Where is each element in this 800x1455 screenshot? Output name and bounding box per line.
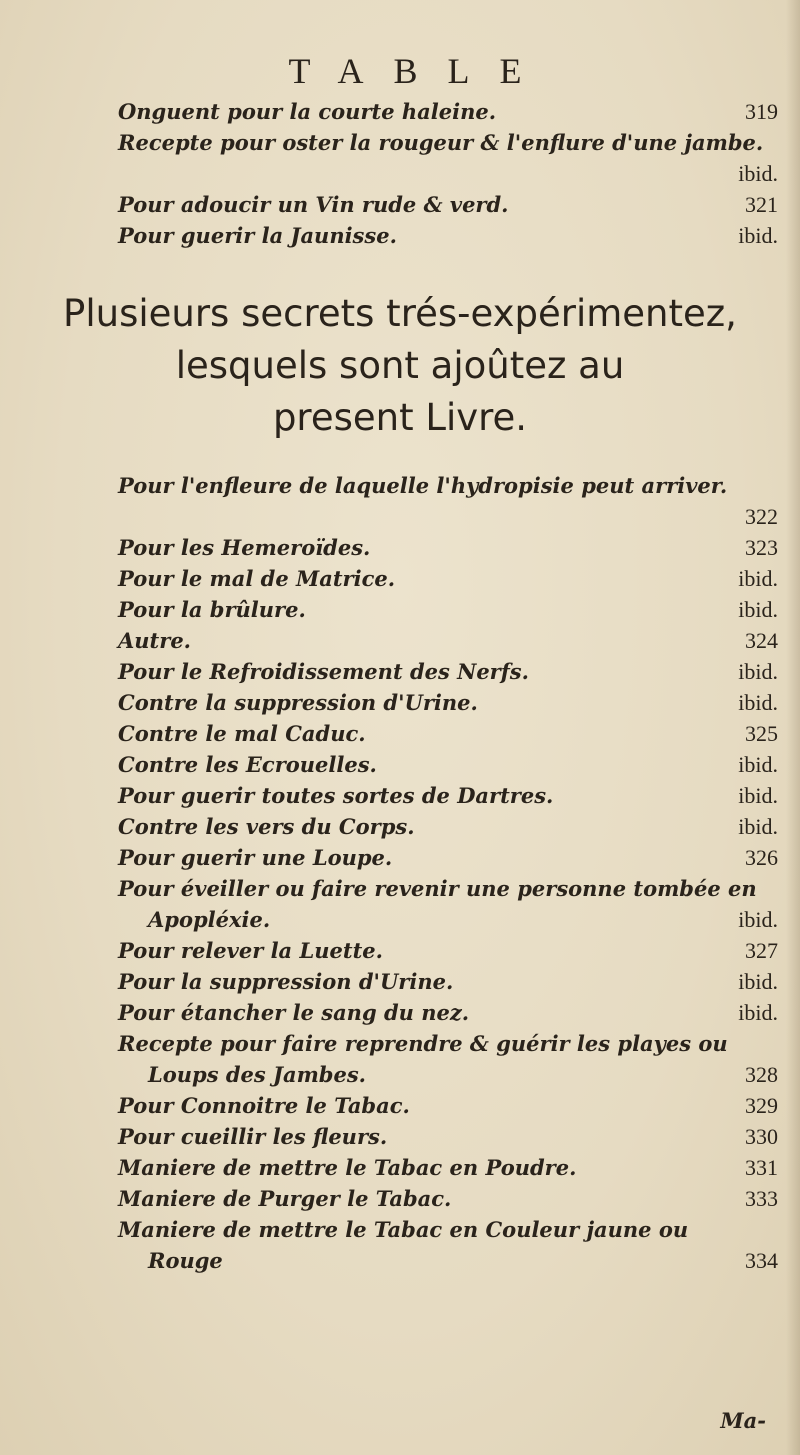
toc-entry: [118, 470, 778, 532]
toc-entry: [118, 1090, 778, 1121]
toc-entry: [118, 935, 778, 966]
toc-entry-page: ibid.: [738, 907, 778, 932]
toc-entry-title: Maniere de Purger le Tabac.: [118, 1186, 452, 1211]
toc-entry-title: Pour la brûlure.: [118, 597, 306, 622]
toc-entry: [118, 563, 778, 594]
toc-entry-page: 321: [745, 192, 778, 217]
toc-entry-title: Pour Connoitre le Tabac.: [118, 1093, 410, 1118]
toc-entry-page: 326: [745, 845, 778, 870]
toc-entry-title: Maniere de mettre le Tabac en Poudre.: [118, 1155, 577, 1180]
toc-entry: [118, 811, 778, 842]
toc-entry-page: ibid.: [738, 223, 778, 248]
toc-entry-page: 325: [745, 721, 778, 746]
toc-entry-title-continued: Loups des Jambes.: [148, 1062, 366, 1087]
toc-entry-title: Onguent pour la courte haleine.: [118, 99, 497, 124]
toc-entry-title-continued: Rouge: [148, 1248, 223, 1273]
toc-entry-title: Pour éveiller ou faire revenir une personne tombée en: [118, 876, 757, 901]
toc-entry-page: ibid.: [738, 659, 778, 684]
toc-entry: [118, 220, 778, 251]
toc-entry-title: Pour la suppression d'Urine.: [118, 969, 454, 994]
running-head: TABLE: [288, 51, 552, 91]
toc-entry: [118, 1183, 778, 1214]
toc-entry: [118, 873, 778, 935]
toc-list-top: [118, 96, 778, 251]
toc-entry-title: Pour relever la Luette.: [118, 938, 383, 963]
toc-entry: [118, 1028, 778, 1090]
toc-entry-page: ibid.: [738, 566, 778, 591]
toc-entry-title: Pour cueillir les fleurs.: [118, 1124, 388, 1149]
toc-entry-page: 319: [745, 99, 778, 124]
toc-entry-page: ibid.: [738, 1000, 778, 1025]
toc-entry-page: 330: [745, 1124, 778, 1149]
toc-entry-page: 323: [745, 535, 778, 560]
toc-entry-page: ibid.: [738, 161, 778, 186]
toc-entry-page: 331: [745, 1155, 778, 1180]
toc-entry-title: Maniere de mettre le Tabac en Couleur jaune ou: [118, 1217, 689, 1242]
toc-entry-title-continued: Apopléxie.: [148, 907, 271, 932]
toc-entry: [118, 718, 778, 749]
toc-entry-title: Pour guerir une Loupe.: [118, 845, 393, 870]
toc-entry-title: Contre les Ecrouelles.: [118, 752, 377, 777]
toc-entry-page: 324: [745, 628, 778, 653]
toc-entry-page: ibid.: [738, 597, 778, 622]
toc-entry-page: ibid.: [738, 752, 778, 777]
page-edge-shadow: [786, 0, 800, 1455]
toc-entry: [118, 1214, 778, 1276]
toc-entry-page: ibid.: [738, 814, 778, 839]
section-heading-line: lesquels sont ajoûtez au: [175, 344, 625, 387]
toc-entry-title: Recepte pour faire reprendre & guérir les playes ou: [118, 1031, 728, 1056]
toc-entry: [118, 127, 778, 189]
toc-entry-page: 327: [745, 938, 778, 963]
toc-entry-title: Pour les Hemeroïdes.: [118, 535, 371, 560]
toc-entry: [118, 780, 778, 811]
toc-entry: [118, 1152, 778, 1183]
toc-entry-page: 329: [745, 1093, 778, 1118]
toc-entry-page: 333: [745, 1186, 778, 1211]
toc-entry-title: Autre.: [118, 628, 191, 653]
toc-entry: [118, 96, 778, 127]
toc-entry-title: Contre le mal Caduc.: [118, 721, 366, 746]
section-heading-line: present Livre.: [272, 396, 528, 439]
toc-entry: [118, 842, 778, 873]
toc-entry-page: ibid.: [738, 690, 778, 715]
toc-entry-title: Pour adoucir un Vin rude & verd.: [118, 192, 509, 217]
toc-entry: [118, 625, 778, 656]
toc-entry-page: 334: [745, 1248, 778, 1273]
toc-entry: [118, 594, 778, 625]
toc-entry-page: 328: [745, 1062, 778, 1087]
toc-entry: [118, 997, 778, 1028]
toc-entry-page: ibid.: [738, 783, 778, 808]
toc-entry: [118, 532, 778, 563]
toc-entry-title: Pour guerir toutes sortes de Dartres.: [118, 783, 554, 808]
toc-entry-title: Pour étancher le sang du nez.: [118, 1000, 470, 1025]
toc-entry-title: Contre la suppression d'Urine.: [118, 690, 478, 715]
toc-entry: [118, 656, 778, 687]
toc-entry-page: ibid.: [738, 969, 778, 994]
toc-entry-title: Recepte pour oster la rougeur & l'enflure d'une jambe.: [118, 130, 764, 155]
toc-entry-title: Pour guerir la Jaunisse.: [118, 223, 397, 248]
toc-entry-page: 322: [745, 504, 778, 529]
toc-entry: [118, 966, 778, 997]
toc-entry: [118, 749, 778, 780]
catchword: Ma-: [720, 1408, 766, 1433]
toc-entry: [118, 189, 778, 220]
toc-entry-title: Pour le mal de Matrice.: [118, 566, 396, 591]
toc-entry-title: Contre les vers du Corps.: [118, 814, 415, 839]
toc-entry-title: Pour le Refroidissement des Nerfs.: [118, 659, 529, 684]
toc-entry-title: Pour l'enfleure de laquelle l'hydropisie peut arriver.: [118, 473, 728, 498]
section-heading-line: Plusieurs secrets trés-expérimentez,: [63, 292, 737, 335]
toc-entry: [118, 1121, 778, 1152]
section-heading: [0, 288, 800, 444]
toc-entry: [118, 687, 778, 718]
toc-list-secrets: [118, 470, 778, 1276]
